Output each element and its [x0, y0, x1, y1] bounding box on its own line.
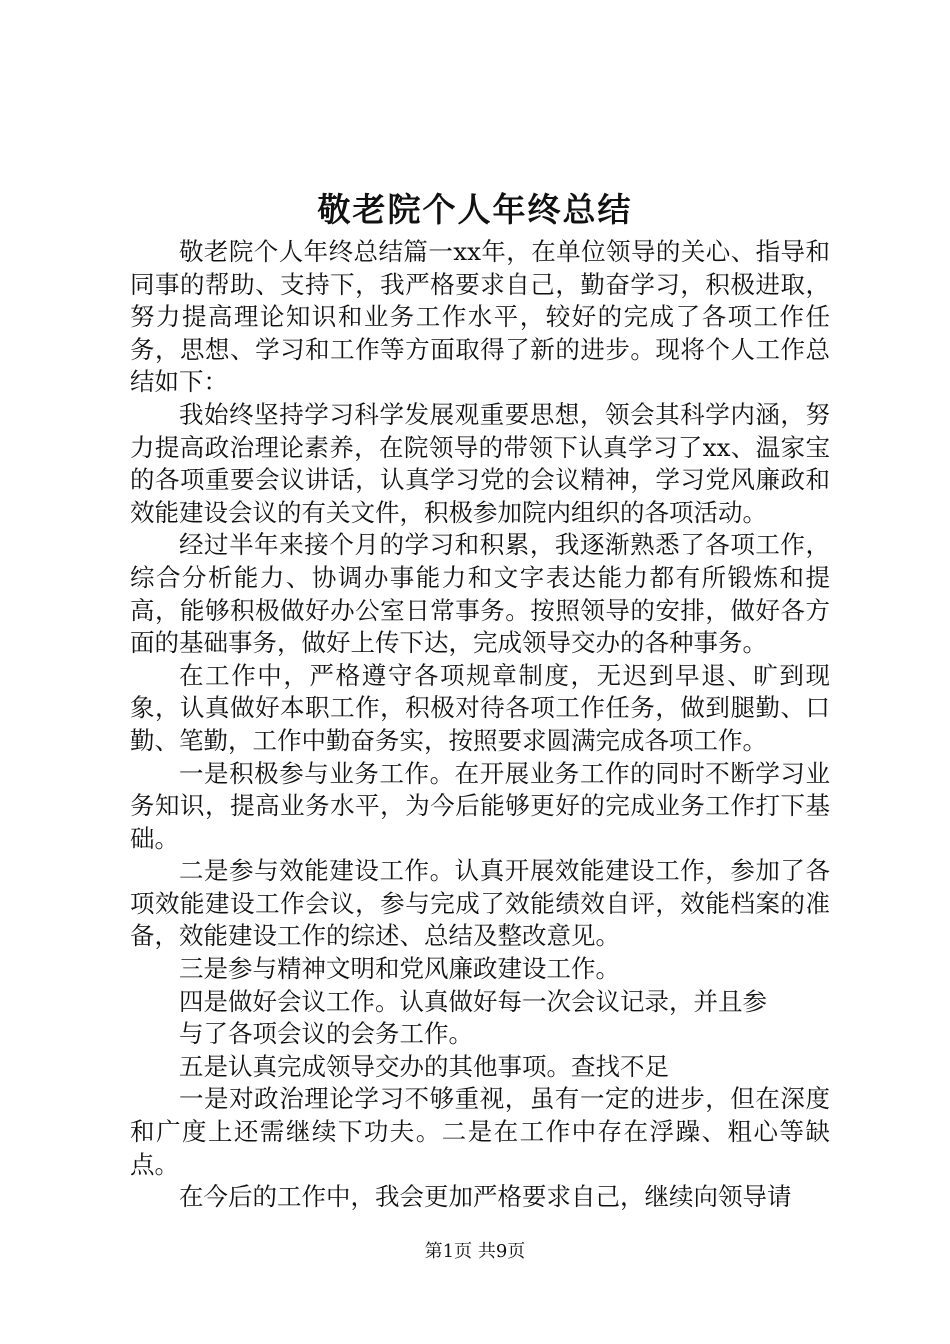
paragraph-12: 在今后的工作中，我会更加严格要求自己，继续向领导请	[179, 1182, 792, 1212]
paragraph-4: 在工作中，严格遵守各项规章制度，无迟到早退、旷到现象，认真做好本职工作，积极对待各项工作任务，做到腿勤、口勤、笔勤，工作中勤奋务实，按照要求圆满完成各项工作。	[130, 660, 830, 755]
paragraph-2: 我始终坚持学习科学发展观重要思想，领会其科学内涵，努力提高政治理论素养，在院领导的带领下认真学习了xx、温家宝的各项重要会议讲话，认真学习党的会议精神，学习党风廉政和效能建设会议的有关文件，积极参加院内组织的各项活动。	[130, 399, 830, 527]
paragraph-7: 三是参与精神文明和党风廉政建设工作。	[179, 954, 620, 984]
paragraph-5: 一是积极参与业务工作。在开展业务工作的同时不断学习业务知识，提高业务水平，为今后能够更好的完成业务工作打下基础。	[130, 758, 830, 853]
paragraph-3: 经过半年来接个月的学习和积累，我逐渐熟悉了各项工作，综合分析能力、协调办事能力和文字表达能力都有所锻炼和提高，能够积极做好办公室日常事务。按照领导的安排，做好各方面的基础事务，做好上传下达，完成领导交办的各种事务。	[130, 530, 830, 658]
paragraph-6: 二是参与效能建设工作。认真开展效能建设工作，参加了各项效能建设工作会议，参与完成了效能绩效自评，效能档案的准备，效能建设工作的综述、总结及整改意见。	[130, 856, 830, 951]
document-body	[130, 236, 830, 1214]
paragraph-11: 一是对政治理论学习不够重视，虽有一定的进步，但在深度和广度上还需继续下功夫。二是在工作中存在浮躁、粗心等缺点。	[130, 1084, 830, 1179]
paragraph-1: 敬老院个人年终总结篇一xx年，在单位领导的关心、指导和同事的帮助、支持下，我严格要求自己，勤奋学习，积极进取，努力提高理论知识和业务工作水平，较好的完成了各项工作任务，思想、学习和工作等方面取得了新的进步。现将个人工作总结如下：	[130, 237, 830, 397]
page-number-footer: 第1页 共9页	[424, 1241, 526, 1262]
document-title: 敬老院个人年终总结	[317, 190, 633, 229]
paragraph-8: 四是做好会议工作。认真做好每一次会议记录，并且参	[179, 986, 767, 1016]
paragraph-9: 与了各项会议的会务工作。	[179, 1019, 473, 1049]
paragraph-10: 五是认真完成领导交办的其他事项。查找不足	[179, 1051, 669, 1081]
